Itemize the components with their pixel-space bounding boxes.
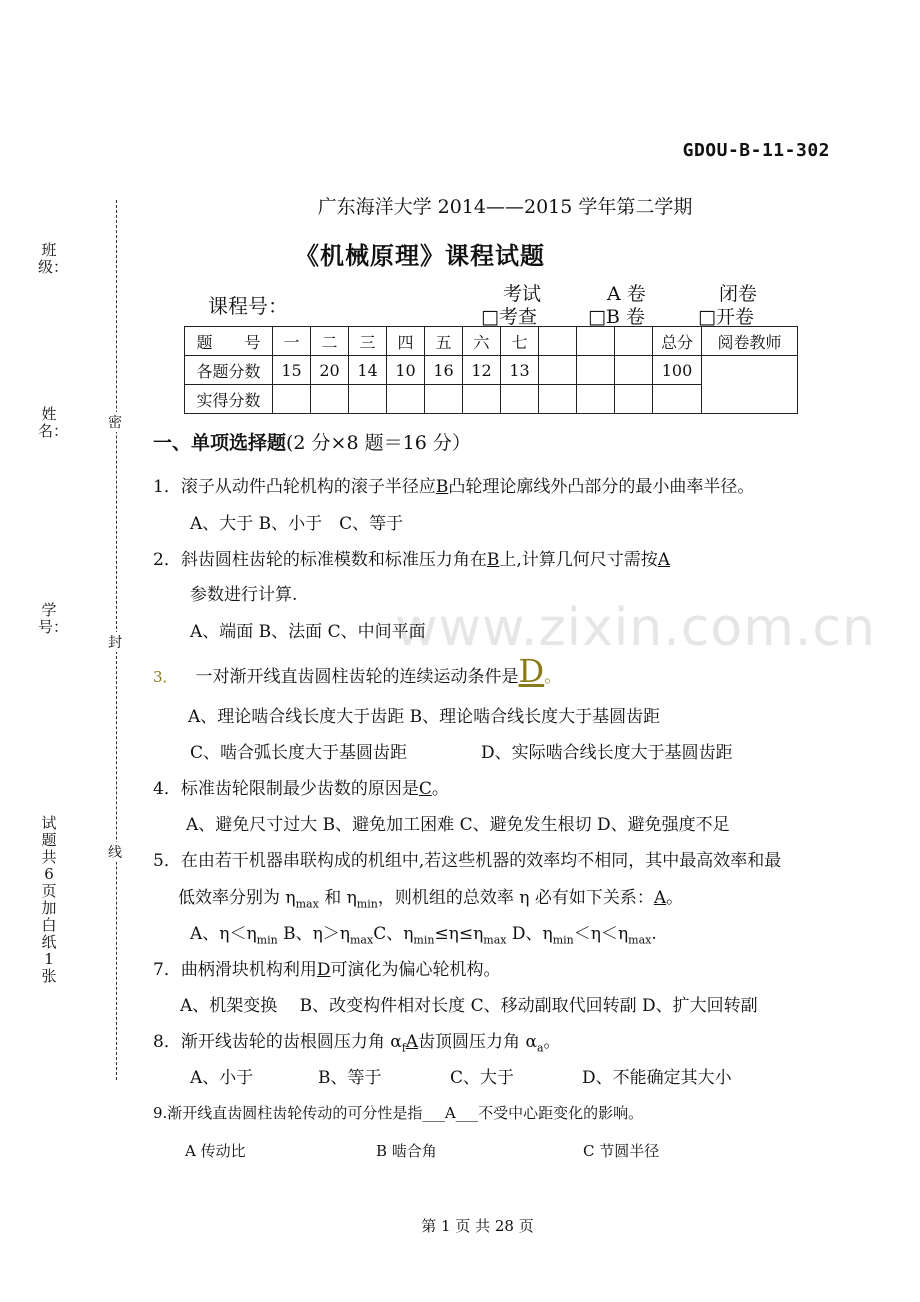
table-cell: 总分 bbox=[653, 327, 702, 356]
sidebar-student-id: 学号： bbox=[38, 601, 69, 636]
table-cell bbox=[577, 327, 615, 356]
answer: A bbox=[657, 550, 671, 570]
school-semester-line: 广东海洋大学 2014——2015 学年第二学期 bbox=[317, 196, 693, 218]
table-cell: 100 bbox=[653, 356, 702, 385]
watermark: www.zixin.com.cn bbox=[395, 598, 876, 658]
score-input-cell[interactable] bbox=[653, 385, 702, 414]
table-row bbox=[185, 327, 798, 356]
sidebar-pages: 试题共 6 页 加白纸 1 张 bbox=[41, 814, 57, 985]
question-2-cont: 参数进行计算. bbox=[190, 585, 298, 605]
table-cell: 20 bbox=[311, 356, 349, 385]
row-label: 实得分数 bbox=[185, 385, 273, 414]
question-1: 1．滚子从动件凸轮机构的滚子半径应B凸轮理论廓线外凸部分的最小曲率半径。 bbox=[153, 477, 755, 497]
question-5-options: A、$\eta<\eta_{min}$ B、$\eta>\eta_{max}C$、$\eta_{min}\le\eta\le\eta_{max}$ D、$\eta_{min}<\eta<\eta_{max}$. bbox=[190, 924, 657, 947]
option-check[interactable]: □考查 bbox=[481, 306, 537, 328]
exam-title: 《机械原理》课程试题 bbox=[295, 241, 545, 270]
table-cell bbox=[615, 356, 653, 385]
seal-char-feng: 封 bbox=[108, 632, 122, 652]
grader-cell[interactable] bbox=[702, 356, 798, 414]
option-open[interactable]: □开卷 bbox=[698, 306, 754, 328]
sidebar-class: 班级： bbox=[38, 241, 69, 276]
answer: ___A___ bbox=[422, 1104, 479, 1122]
section-heading: 一、单项选择题(2 分×8 题＝16 分） bbox=[153, 432, 471, 454]
score-input-cell[interactable] bbox=[349, 385, 387, 414]
table-cell: 六 bbox=[463, 327, 501, 356]
question-8: 8．渐开线齿轮的齿根圆压力角 $\alpha_fA$齿顶圆压力角 $\alpha_a$。 bbox=[153, 1032, 561, 1055]
question-3-option-ab: A、理论啮合线长度大于齿距 B、理论啮合线长度大于基圆齿距 bbox=[188, 707, 661, 727]
answer: A bbox=[653, 888, 667, 908]
table-row bbox=[185, 356, 798, 385]
table-cell bbox=[539, 327, 577, 356]
score-input-cell[interactable] bbox=[387, 385, 425, 414]
table-cell: 阅卷教师 bbox=[702, 327, 798, 356]
table-cell: 二 bbox=[311, 327, 349, 356]
answer: D bbox=[518, 652, 545, 690]
score-input-cell[interactable] bbox=[311, 385, 349, 414]
table-cell bbox=[577, 356, 615, 385]
score-input-cell[interactable] bbox=[273, 385, 311, 414]
score-input-cell[interactable] bbox=[463, 385, 501, 414]
question-9: 9.渐开线直齿圆柱齿轮传动的可分性是指___A___不受中心距变化的影响。 bbox=[153, 1104, 644, 1122]
question-1-options: A、大于 B、小于 C、等于 bbox=[190, 514, 404, 534]
option-paper-a: A 卷 bbox=[607, 283, 646, 305]
table-cell: 一 bbox=[273, 327, 311, 356]
question-9-option-b: B 啮合角 bbox=[376, 1142, 437, 1160]
document-code: GDOU-B-11-302 bbox=[682, 140, 830, 161]
question-2-options: A、端面 B、法面 C、中间平面 bbox=[190, 622, 426, 642]
seal-char-xian: 线 bbox=[108, 842, 122, 862]
question-5: 5．在由若干机器串联构成的机组中,若这些机器的效率均不相同，其中最高效率和最 bbox=[153, 851, 782, 871]
question-2: 2．斜齿圆柱齿轮的标准模数和标准压力角在B上,计算几何尺寸需按A bbox=[153, 550, 671, 570]
question-8-option-c: C、大于 bbox=[450, 1068, 515, 1088]
answer: B bbox=[435, 477, 449, 497]
option-exam: 考试 bbox=[503, 283, 542, 305]
option-closed: 闭卷 bbox=[719, 283, 758, 305]
question-7: 7．曲柄滑块机构利用D可演化为偏心轮机构。 bbox=[153, 960, 501, 980]
sidebar-name: 姓名： bbox=[38, 405, 69, 440]
table-cell: 四 bbox=[387, 327, 425, 356]
question-3: 3． 一对渐开线直齿圆柱齿轮的连续运动条件是D。 bbox=[153, 652, 562, 690]
question-9-option-c: C 节圆半径 bbox=[583, 1142, 660, 1160]
table-cell: 14 bbox=[349, 356, 387, 385]
table-cell: 三 bbox=[349, 327, 387, 356]
table-cell: 10 bbox=[387, 356, 425, 385]
table-cell: 七 bbox=[501, 327, 539, 356]
answer: A bbox=[405, 1032, 419, 1052]
score-table bbox=[184, 326, 798, 414]
table-cell: 13 bbox=[501, 356, 539, 385]
question-5-cont: 低效率分别为 $\eta_{max}$ 和 $\eta_{min}$，则机组的总效率 η 必有如下关系：A。 bbox=[178, 888, 684, 911]
question-8-option-b: B、等于 bbox=[318, 1068, 382, 1088]
question-8-option-a: A、小于 bbox=[190, 1068, 254, 1088]
question-3-option-d: D、实际啮合线长度大于基圆齿距 bbox=[481, 743, 733, 763]
row-label: 题 号 bbox=[185, 327, 273, 356]
option-paper-b[interactable]: □B 卷 bbox=[588, 306, 645, 328]
table-cell bbox=[615, 327, 653, 356]
row-label: 各题分数 bbox=[185, 356, 273, 385]
question-8-option-d: D、不能确定其大小 bbox=[582, 1068, 732, 1088]
question-4: 4．标准齿轮限制最少齿数的原因是C。 bbox=[153, 779, 449, 799]
score-input-cell[interactable] bbox=[425, 385, 463, 414]
answer: B bbox=[486, 550, 500, 570]
score-input-cell[interactable] bbox=[501, 385, 539, 414]
answer: D bbox=[316, 960, 331, 980]
course-no-label: 课程号： bbox=[208, 294, 288, 318]
question-9-option-a: A 传动比 bbox=[185, 1142, 246, 1160]
page-footer: 第 1 页 共 28 页 bbox=[421, 1217, 534, 1235]
table-cell: 15 bbox=[273, 356, 311, 385]
score-input-cell[interactable] bbox=[539, 385, 577, 414]
question-7-options: A、机架变换 B、改变构件相对长度 C、移动副取代回转副 D、扩大回转副 bbox=[180, 996, 758, 1016]
answer: C bbox=[418, 779, 432, 799]
seal-char-mi: 密 bbox=[108, 412, 122, 432]
table-cell: 16 bbox=[425, 356, 463, 385]
question-3-option-c: C、啮合弧长度大于基圆齿距 bbox=[190, 743, 408, 763]
table-cell bbox=[539, 356, 577, 385]
score-input-cell[interactable] bbox=[615, 385, 653, 414]
score-input-cell[interactable] bbox=[577, 385, 615, 414]
table-cell: 12 bbox=[463, 356, 501, 385]
table-cell: 五 bbox=[425, 327, 463, 356]
question-4-options: A、避免尺寸过大 B、避免加工困难 C、避免发生根切 D、避免强度不足 bbox=[186, 815, 730, 835]
